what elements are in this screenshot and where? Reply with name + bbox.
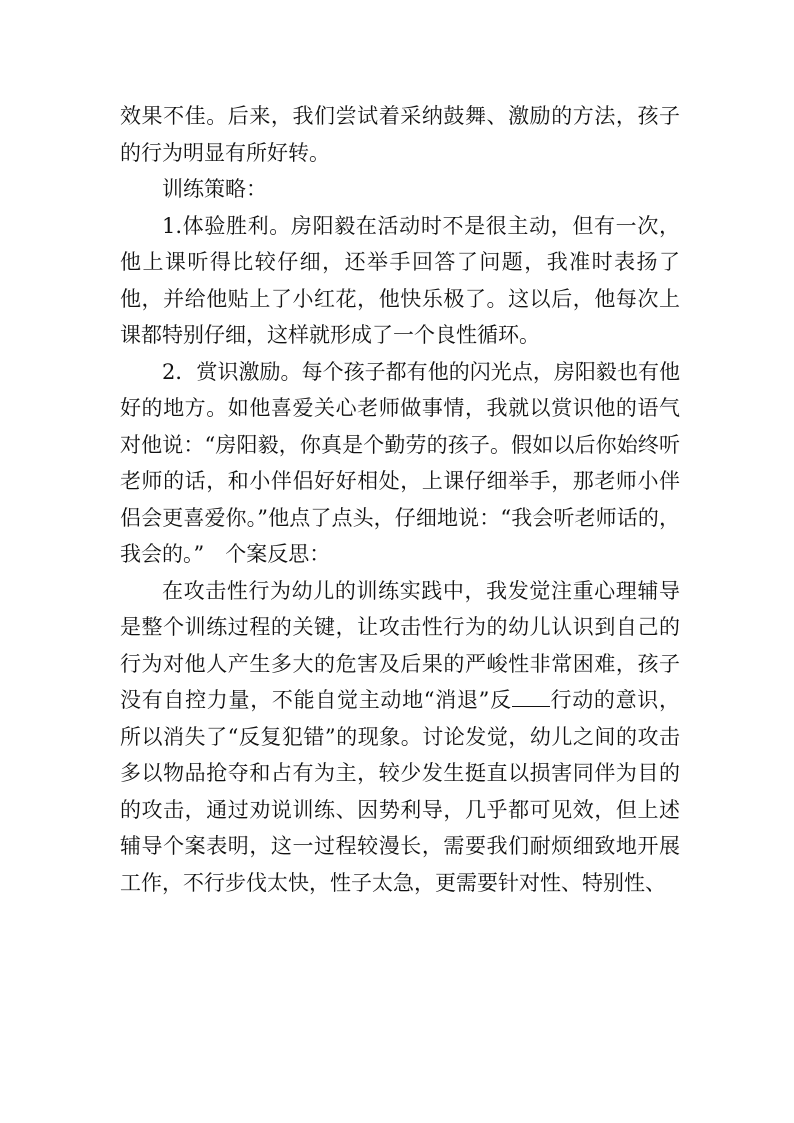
paragraph-training-strategy-heading: 训练策略：: [162, 177, 267, 201]
paragraph-1: 效果不佳。后来，我们尝试着采纳鼓舞、激励的方法，孩子的行为明显有所好转。: [120, 104, 680, 165]
paragraph-reflection-part-1: 在攻击性行为幼儿的训练实践中，我发觉注重心理辅导是整个训练过程的关键，让攻击性行为的幼儿认识到自己的行为对他人产生多大的危害及后果的严峻性非常困难，孩子没有自控力量，不能自觉主动地“消退”反: [120, 578, 680, 712]
paragraph-strategy-2: 2．赏识激励。每个孩子都有他的闪光点，房阳毅也有他好的地方。如他喜爱关心老师做事情，我就以赏识他的语气对他说：“房阳毅，你真是个勤劳的孩子。假如以后你始终听老师的话，和小伴侣好好相处，上课仔细举手，那老师小伴侣会更喜爱你。”他点了点头，仔细地说：“我会听老师话的，我会的。” 个案反思：: [120, 359, 680, 566]
paragraph-reflection-part-2: 行动的意识，所以消失了“反复犯错”的现象。讨论发觉，幼儿之间的攻击多以物品抢夺和占有为主，较少发生挺直以损害同伴为目的的攻击，通过劝说训练、因势利导，几乎都可见效，但上述辅导个案表明，这一过程较漫长，需要我们耐烦细致地开展工作，不行步伐太快，性子太急，更需要针对性、特别性、: [120, 688, 681, 895]
paragraph-reflection: [120, 573, 680, 902]
document-body: [120, 98, 680, 901]
blank-underline: [512, 705, 550, 707]
paragraph-strategy-1: 1.体验胜利。房阳毅在活动时不是很主动，但有一次，他上课听得比较仔细，还举手回答了问题，我准时表扬了他，并给他贴上了小红花，他快乐极了。这以后，他每次上课都特别仔细，这样就形成了一个良性循环。: [120, 213, 680, 347]
